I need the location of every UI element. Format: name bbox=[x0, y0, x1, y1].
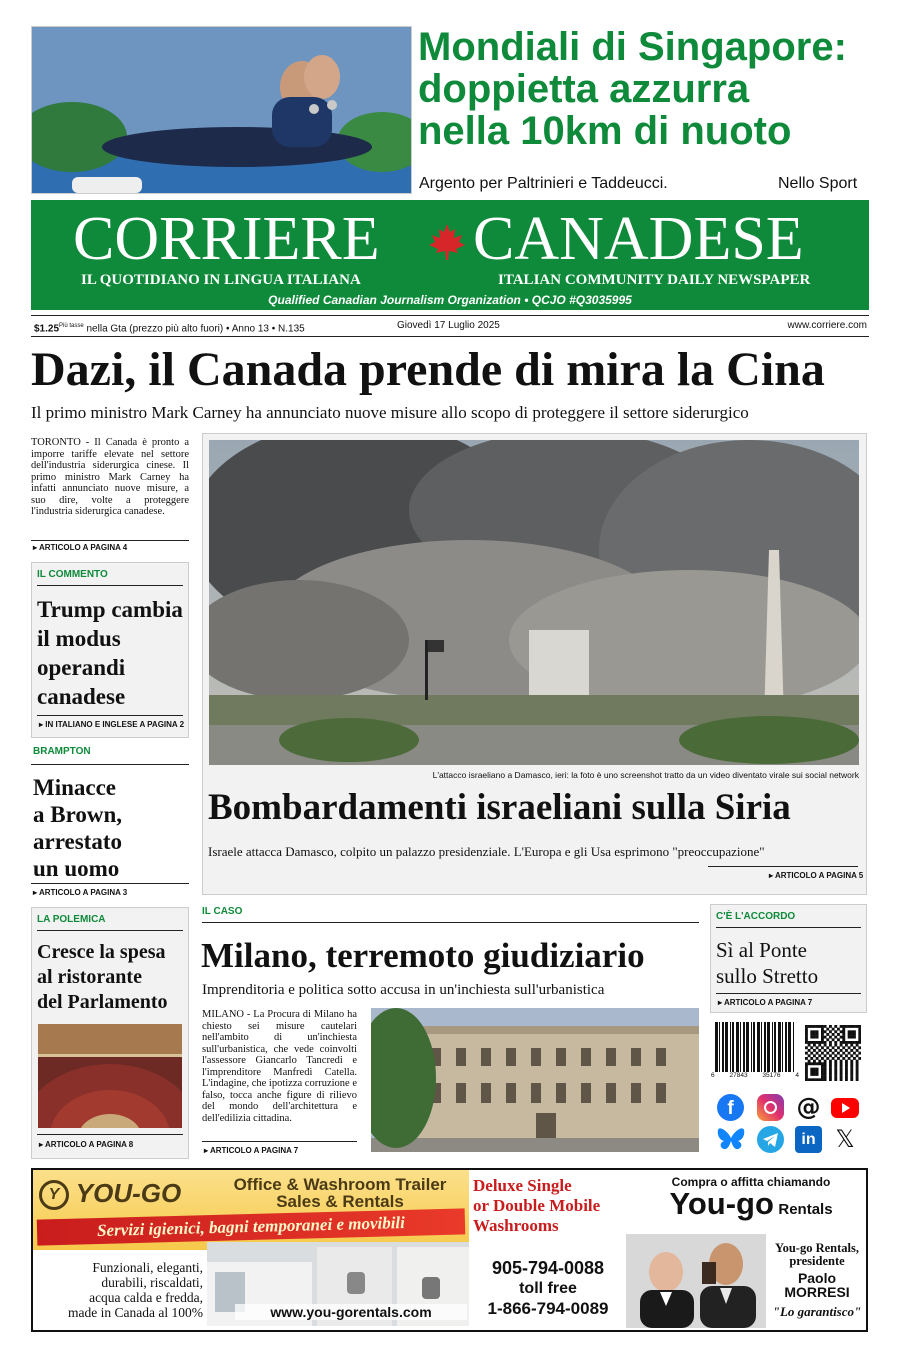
barcode-digits-mid: 27843 bbox=[729, 1072, 748, 1079]
milano-headline[interactable]: Milano, terremoto giudiziario bbox=[201, 936, 645, 975]
yougo-logo-icon: Y bbox=[39, 1180, 69, 1210]
lead-body: TORONTO - Il Canada è pronto a imporre tariffe elevate nel settore dell'industria siderurgica cinese. Il primo ministro Mark Carney ha infatti annunciato nuove misure, a suo dire, volte a proteggere l'industria siderurgica canadese. bbox=[31, 437, 189, 517]
polemica-box[interactable] bbox=[31, 907, 189, 1159]
ad-tollfree-label: toll free bbox=[519, 1280, 577, 1297]
facebook-icon[interactable]: f bbox=[717, 1094, 744, 1121]
masthead-name-right: CANADESE bbox=[473, 205, 804, 273]
polemica-kicker: LA POLEMICA bbox=[37, 914, 106, 925]
ad-compra: Compra o affitta chiamando bbox=[671, 1175, 831, 1189]
siria-headline: Bombardamenti israeliani sulla Siria bbox=[208, 787, 791, 828]
ad-president: You-go Rentals, presidente bbox=[774, 1241, 860, 1268]
siria-box[interactable] bbox=[202, 433, 867, 895]
threads-icon[interactable]: @ bbox=[796, 1093, 821, 1121]
ad-website[interactable]: www.you-gorentals.com bbox=[235, 1304, 467, 1320]
brampton-ref[interactable]: ▸ ARTICOLO A PAGINA 3 bbox=[33, 888, 127, 897]
instagram-icon[interactable] bbox=[757, 1094, 784, 1121]
masthead-tagline-right: ITALIAN COMMUNITY DAILY NEWSPAPER bbox=[498, 272, 811, 288]
telegram-icon[interactable] bbox=[757, 1126, 784, 1153]
commento-box[interactable] bbox=[31, 562, 189, 738]
ad-president-name: Paolo MORRESI bbox=[784, 1270, 850, 1300]
polemica-ref[interactable]: ▸ ARTICOLO A PAGINA 8 bbox=[39, 1140, 133, 1149]
ponte-headline: Sì al Ponte sullo Stretto bbox=[716, 938, 819, 988]
youtube-icon[interactable] bbox=[831, 1098, 859, 1118]
you-go-ad[interactable] bbox=[31, 1168, 868, 1332]
ad-phone[interactable]: 905-794-0088 bbox=[491, 1258, 605, 1278]
promo-section[interactable]: Nello Sport bbox=[778, 175, 858, 192]
commento-kicker: IL COMMENTO bbox=[37, 569, 108, 580]
issue-info: nella Gta (prezzo più alto fuori) • Anno 13 • N.135 bbox=[86, 323, 305, 335]
ad-deluxe: Deluxe Single or Double Mobile Washrooms bbox=[473, 1176, 601, 1235]
issue-date: Giovedì 17 Luglio 2025 bbox=[397, 320, 500, 331]
ad-red-banner: Servizi igienici, bagni temporanei e movibili bbox=[37, 1208, 466, 1245]
swimmers-photo bbox=[31, 26, 412, 194]
siria-subhead: Israele attacca Damasco, colpito un palazzo presidenziale. L'Europa e gli Usa esprimono "preoccupazione" bbox=[208, 844, 765, 859]
x-icon[interactable]: 𝕏 bbox=[835, 1125, 855, 1153]
barcode-digits-right: 35176 bbox=[762, 1072, 781, 1079]
maple-leaf-icon bbox=[427, 222, 467, 262]
website-link[interactable]: www.corriere.com bbox=[787, 320, 867, 331]
ponte-box[interactable] bbox=[710, 904, 867, 1013]
barcode-digit-left: 6 bbox=[711, 1072, 715, 1079]
milano-body: MILANO - La Procura di Milano ha chiesto sei misure cautelari nell'ambito di un'inchiesta sull'urbanistica, che vede coinvolti l'assessore Giancarlo Tancredi e l'imprenditore Manfredi Catella. L'indagine, che ipotizza corruzione e falso, tocca anche figure di rilievo del mondo dell'architettura e dell'edilizia cittadina. bbox=[202, 1009, 357, 1124]
price-sup: Più tasse bbox=[59, 323, 84, 329]
lead-subhead: Il primo ministro Mark Carney ha annunciato nuove misure allo scopo di proteggere il settore siderurgico bbox=[31, 403, 749, 422]
masthead bbox=[31, 200, 869, 310]
bluesky-icon[interactable] bbox=[715, 1126, 747, 1152]
polemica-headline: Cresce la spesa al ristorante del Parlamento bbox=[37, 941, 168, 1013]
siria-caption: L'attacco israeliano a Damasco, ieri: la foto è uno screenshot tratto da un video diventato virale sui social network bbox=[432, 770, 859, 780]
commento-ref[interactable]: ▸ IN ITALIANO E INGLESE A PAGINA 2 bbox=[39, 720, 184, 729]
milano-ref[interactable]: ▸ ARTICOLO A PAGINA 7 bbox=[204, 1146, 298, 1155]
milano-kicker: IL CASO bbox=[202, 906, 243, 917]
linkedin-icon[interactable]: in bbox=[795, 1126, 822, 1153]
ad-logo: Y YOU-GO bbox=[39, 1178, 181, 1210]
milano-subhead: Imprenditoria e politica sotto accusa in un'inchiesta sull'urbanistica bbox=[202, 982, 605, 998]
masthead-name-left: CORRIERE bbox=[73, 205, 380, 273]
ad-brand: You-go Rentals bbox=[669, 1186, 833, 1221]
qr-code[interactable] bbox=[805, 1025, 861, 1081]
ad-features: Funzionali, eleganti, durabili, riscaldati, acqua calda e fredda, made in Canada al 100% bbox=[68, 1260, 203, 1320]
presidents-photo bbox=[626, 1234, 766, 1328]
price: $1.25 bbox=[34, 323, 60, 335]
damascus-photo bbox=[209, 440, 859, 765]
lead-ref[interactable]: ▸ ARTICOLO A PAGINA 4 bbox=[33, 543, 127, 552]
milano-palazzo-photo bbox=[371, 1008, 699, 1152]
promo-headline[interactable]: Mondiali di Singapore: doppietta azzurra nella 10km di nuoto bbox=[418, 25, 847, 153]
barcode bbox=[711, 1022, 799, 1084]
ad-title: Office & Washroom Trailer Sales & Rentals bbox=[233, 1175, 447, 1211]
commento-headline: Trump cambia il modus operandi canadese bbox=[37, 597, 183, 709]
lead-headline[interactable]: Dazi, il Canada prende di mira la Cina bbox=[31, 343, 825, 396]
parliament-photo bbox=[38, 1024, 182, 1128]
masthead-tagline-left: IL QUOTIDIANO IN LINGUA ITALIANA bbox=[81, 272, 361, 288]
ponte-kicker: C'È L'ACCORDO bbox=[716, 911, 796, 922]
ad-tollfree[interactable]: 1-866-794-0089 bbox=[487, 1299, 609, 1318]
ponte-ref[interactable]: ▸ ARTICOLO A PAGINA 7 bbox=[718, 998, 812, 1007]
barcode-digit-end: 4 bbox=[795, 1072, 799, 1079]
social-icons bbox=[715, 1092, 865, 1154]
masthead-qualification: Qualified Canadian Journalism Organization • QCJO #Q3035995 bbox=[268, 293, 632, 307]
brampton-headline[interactable]: Minacce a Brown, arrestato un uomo bbox=[33, 775, 123, 881]
siria-ref[interactable]: ▸ ARTICOLO A PAGINA 5 bbox=[769, 871, 863, 880]
ad-quote: "Lo garantisco" bbox=[772, 1304, 862, 1319]
promo-subtitle: Argento per Paltrinieri e Taddeucci. bbox=[419, 175, 668, 192]
dateline bbox=[31, 315, 869, 337]
brampton-kicker: BRAMPTON bbox=[33, 746, 91, 757]
